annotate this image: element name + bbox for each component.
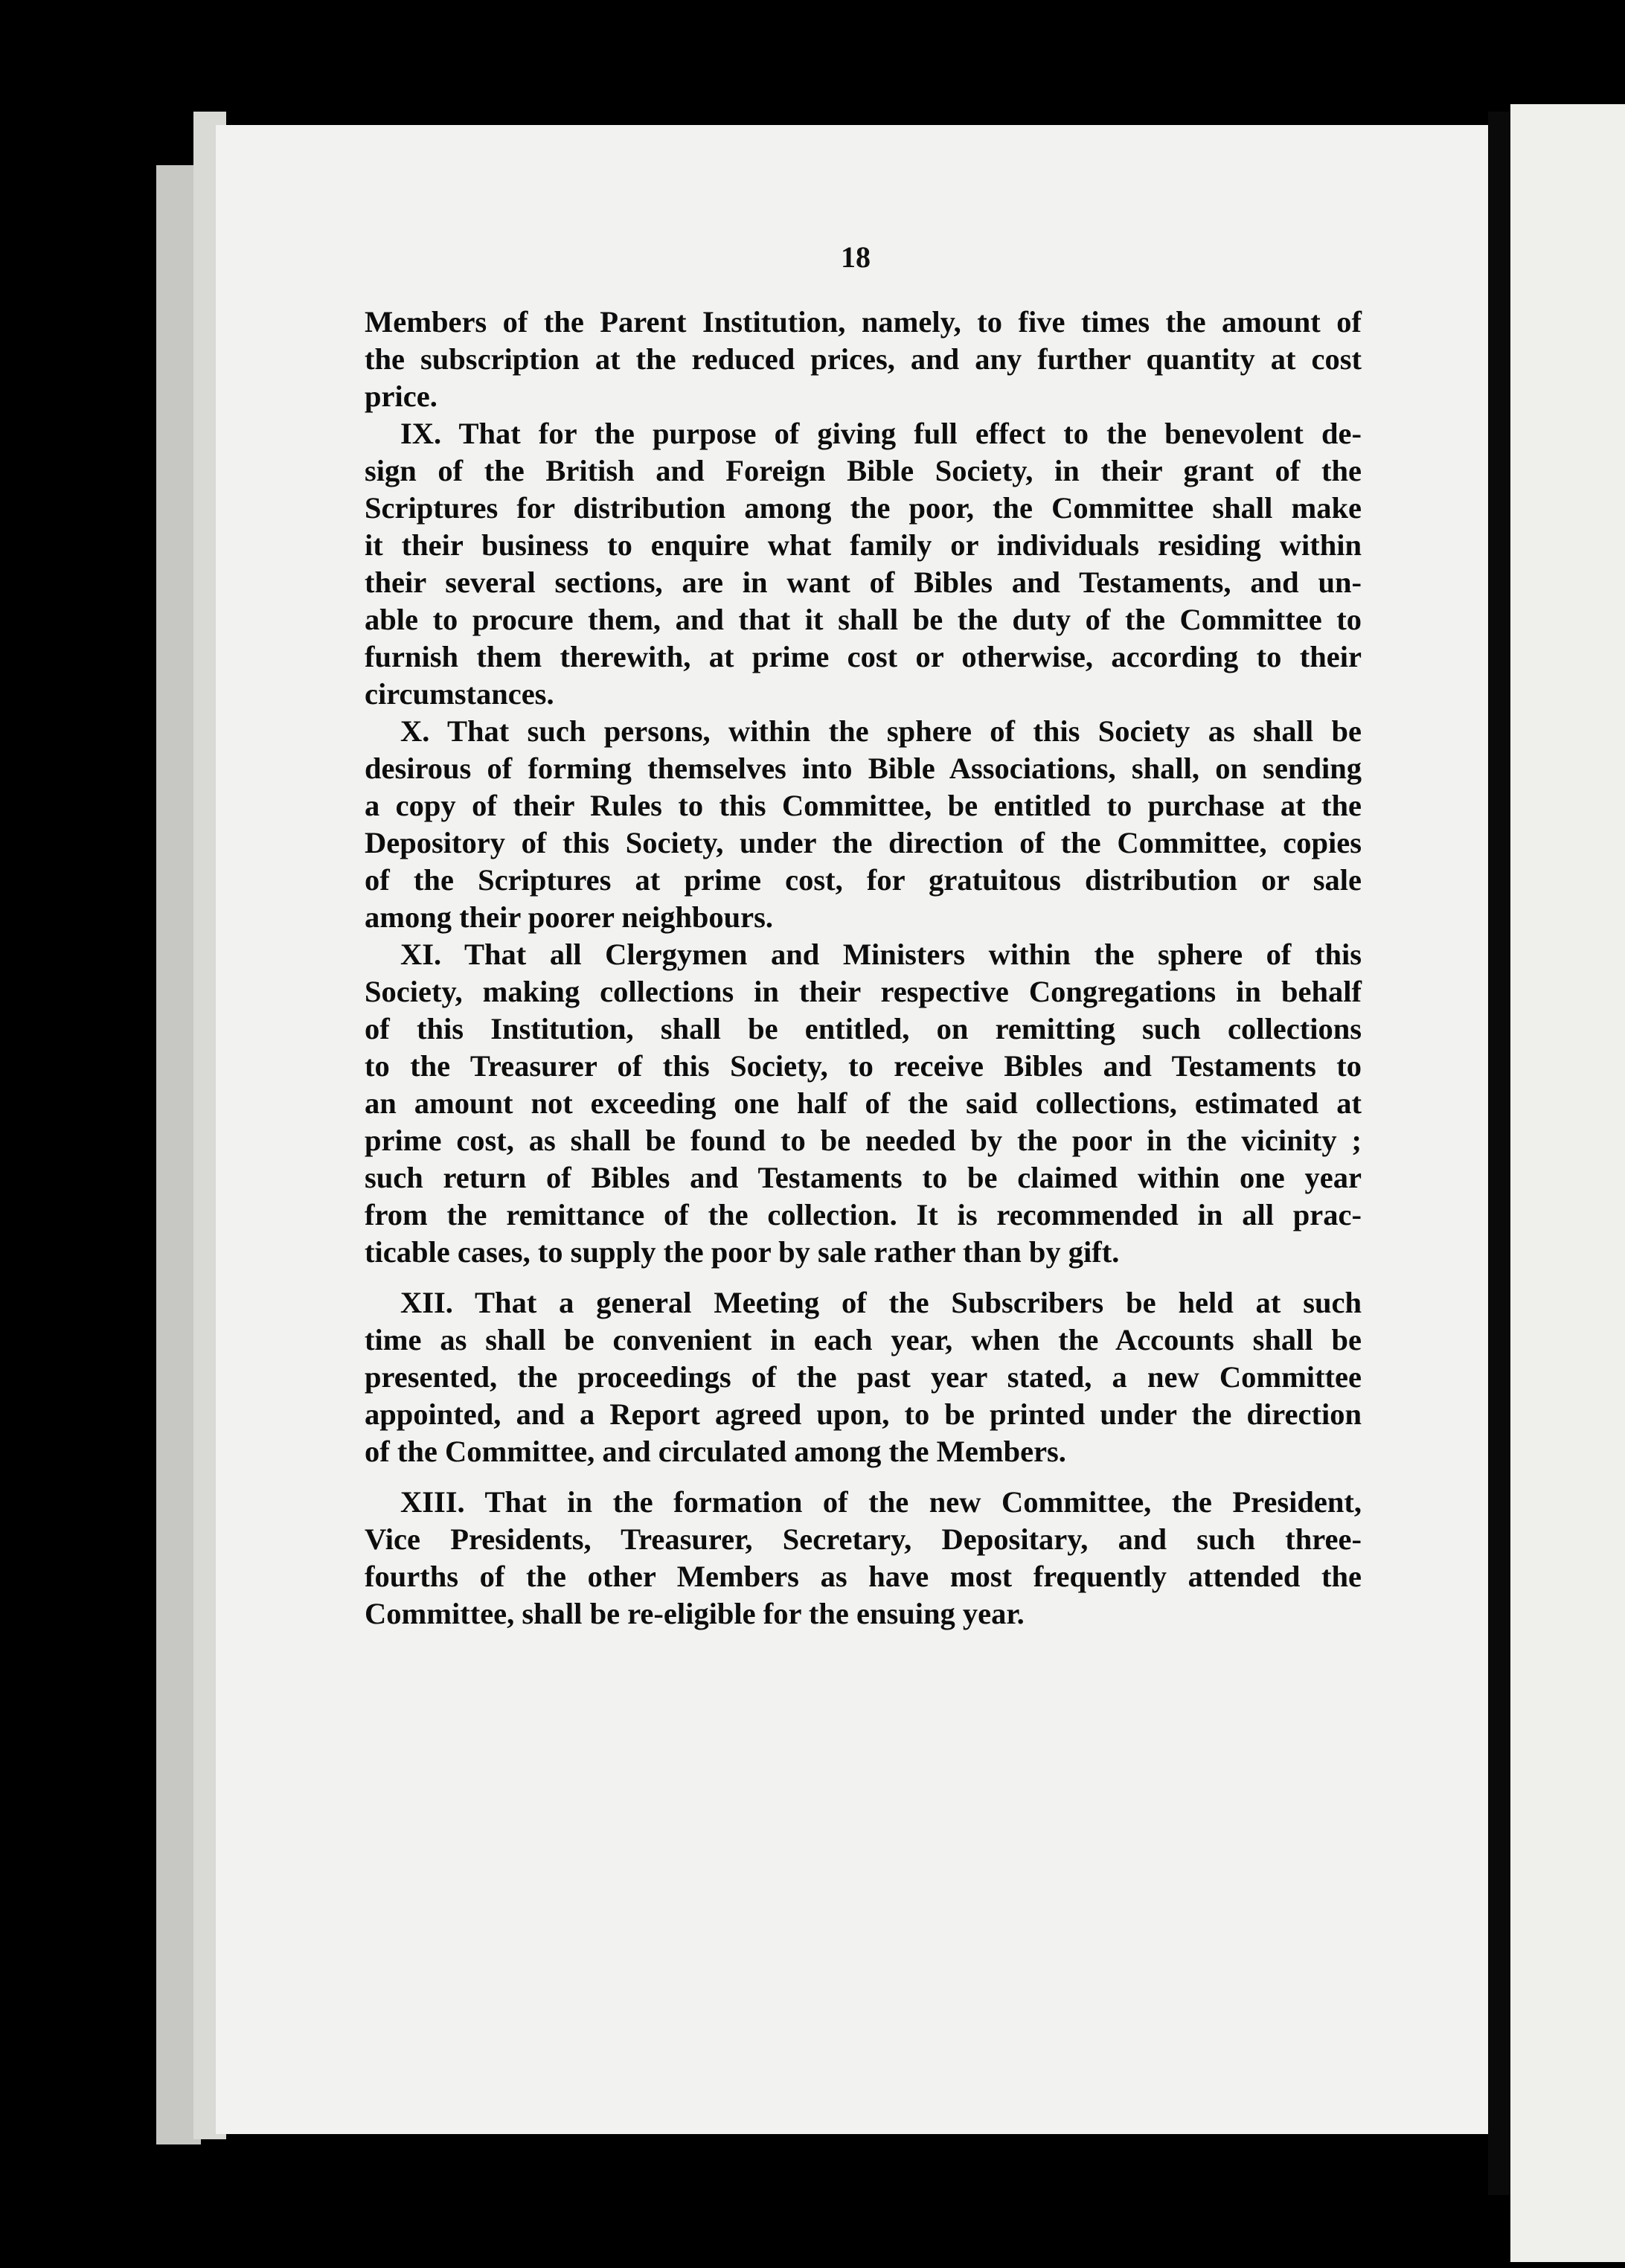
text-line: sign of the British and Foreign Bible Society, in their grant of the <box>365 454 1362 487</box>
paragraph <box>365 415 1362 713</box>
text-line: able to procure them, and that it shall be the duty of the Committee to <box>365 603 1362 636</box>
text-line: XIII. That in the formation of the new Committee, the President, <box>400 1485 1362 1519</box>
text-line: such return of Bibles and Testaments to be claimed within one year <box>365 1161 1362 1194</box>
paragraph <box>365 936 1362 1271</box>
text-line: their several sections, are in want of Bibles and Testaments, and un- <box>365 566 1362 599</box>
text-line: X. That such persons, within the sphere of this Society as shall be <box>400 714 1362 748</box>
text-line: prime cost, as shall be found to be needed by the poor in the vicinity ; <box>365 1124 1362 1157</box>
paragraph <box>365 713 1362 936</box>
text-line: appointed, and a Report agreed upon, to be printed under the direction <box>365 1397 1362 1431</box>
book-gutter <box>1488 112 1510 2195</box>
paragraph <box>365 1484 1362 1633</box>
text-line: time as shall be convenient in each year, when the Accounts shall be <box>365 1323 1362 1356</box>
text-line: Vice Presidents, Treasurer, Secretary, Depositary, and such three- <box>365 1522 1362 1556</box>
text-line: Depository of this Society, under the direction of the Committee, copies <box>365 826 1362 859</box>
text-line: from the remittance of the collection. It is recommended in all prac- <box>365 1198 1362 1231</box>
page-number: 18 <box>841 240 871 274</box>
text-line: IX. That for the purpose of giving full effect to the benevolent de- <box>400 417 1362 450</box>
text-line: of the Scriptures at prime cost, for gratuitous distribution or sale <box>365 863 1362 897</box>
text-line: Committee, shall be re-eligible for the ensuing year. <box>365 1597 1025 1630</box>
text-line: of the Committee, and circulated among the Members. <box>365 1435 1066 1468</box>
text-line: Society, making collections in their respective Congregations in behalf <box>365 975 1362 1008</box>
text-line: XII. That a general Meeting of the Subscribers be held at such <box>400 1286 1362 1319</box>
text-line: furnish them therewith, at prime cost or otherwise, according to their <box>365 640 1362 673</box>
text-line: it their business to enquire what family or individuals residing within <box>365 528 1362 562</box>
text-line: Members of the Parent Institution, namely, to five times the amount of <box>365 305 1362 339</box>
text-line: price. <box>365 379 438 413</box>
text-line: of this Institution, shall be entitled, on remitting such collections <box>365 1012 1362 1045</box>
paragraph <box>365 304 1362 415</box>
text-line: circumstances. <box>365 677 554 711</box>
facing-page-edge <box>1510 104 1625 2262</box>
paragraph-spacer <box>365 1271 1362 1284</box>
text-line: an amount not exceeding one half of the said collections, estimated at <box>365 1086 1362 1120</box>
text-line: among their poorer neighbours. <box>365 900 774 934</box>
text-line: the subscription at the reduced prices, and any further quantity at cost <box>365 342 1362 376</box>
text-line: Scriptures for distribution among the poor, the Committee shall make <box>365 491 1362 525</box>
text-line: presented, the proceedings of the past year stated, a new Committee <box>365 1360 1362 1394</box>
text-line: XI. That all Clergymen and Ministers within the sphere of this <box>400 938 1362 971</box>
text-line: to the Treasurer of this Society, to receive Bibles and Testaments to <box>365 1049 1362 1083</box>
paragraph-spacer <box>365 1470 1362 1484</box>
text-line: desirous of forming themselves into Bible Associations, shall, on sending <box>365 752 1362 785</box>
text-line: ticable cases, to supply the poor by sale rather than by gift. <box>365 1235 1120 1269</box>
body-text <box>365 304 1362 1633</box>
paragraph <box>365 1284 1362 1470</box>
text-line: fourths of the other Members as have most frequently attended the <box>365 1560 1362 1593</box>
text-line: a copy of their Rules to this Committee, be entitled to purchase at the <box>365 789 1362 822</box>
